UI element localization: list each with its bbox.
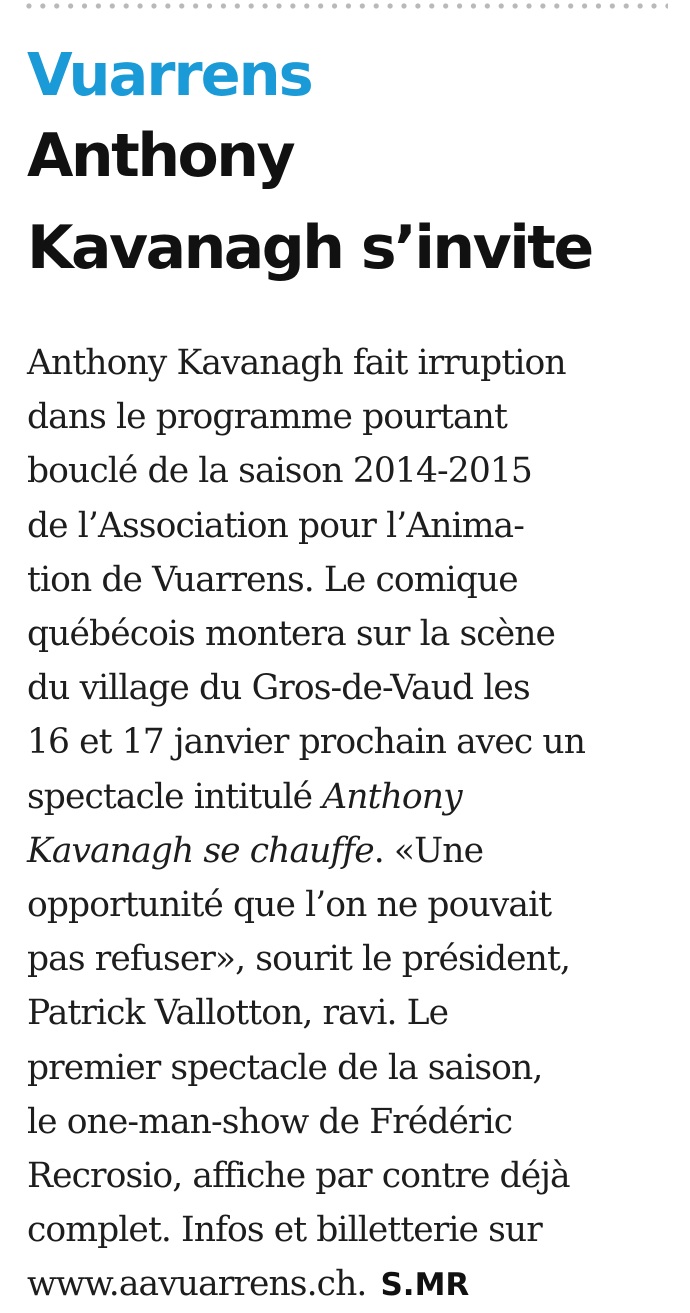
body-line: premier spectacle de la saison,: [27, 1047, 543, 1088]
body-line: québécois montera sur la scène: [27, 614, 556, 655]
body-line: opportunité que l’on ne pouvait: [27, 885, 552, 926]
body-text-segment: . «Une: [373, 830, 484, 871]
headline-line: Kavanagh s’invite: [27, 213, 592, 283]
article-headline: [27, 110, 667, 294]
body-line: Recrosio, affiche par contre déjà: [27, 1156, 570, 1197]
article-body: [27, 336, 667, 1313]
body-line: complet. Infos et billetterie sur: [27, 1210, 542, 1251]
body-line: pas refuser», sourit le président,: [27, 939, 571, 980]
body-line: [27, 770, 667, 824]
article-kicker: Vuarrens: [27, 40, 312, 109]
body-line: Anthony Kavanagh fait irruption: [27, 343, 566, 383]
body-text-segment: spectacle intitulé: [27, 776, 323, 817]
show-title: Kavanagh se chauffe: [27, 830, 374, 871]
body-line: du village du Gros-de-Vaud les: [27, 668, 530, 709]
body-line: bouclé de la saison 2014-2015: [27, 451, 532, 492]
dotted-rule: [22, 2, 668, 10]
body-line: [27, 824, 667, 878]
author-signature: S.MR: [380, 1267, 470, 1304]
website-link[interactable]: www.aavuarrens.ch.: [27, 1264, 367, 1305]
body-line: tion de Vuarrens. Le comique: [27, 559, 518, 600]
body-line: Patrick Vallotton, ravi. Le: [27, 993, 449, 1034]
body-line: le one-man-show de Frédéric: [27, 1101, 513, 1142]
body-line: [27, 1257, 667, 1312]
article-header: [27, 40, 667, 294]
show-title: Anthony: [322, 776, 462, 817]
body-line: 16 et 17 janvier prochain avec un: [27, 722, 586, 763]
body-line: de l’Association pour l’Anima-: [27, 505, 524, 546]
headline-line: Anthony: [27, 121, 294, 191]
body-line: dans le programme pourtant: [27, 397, 507, 438]
